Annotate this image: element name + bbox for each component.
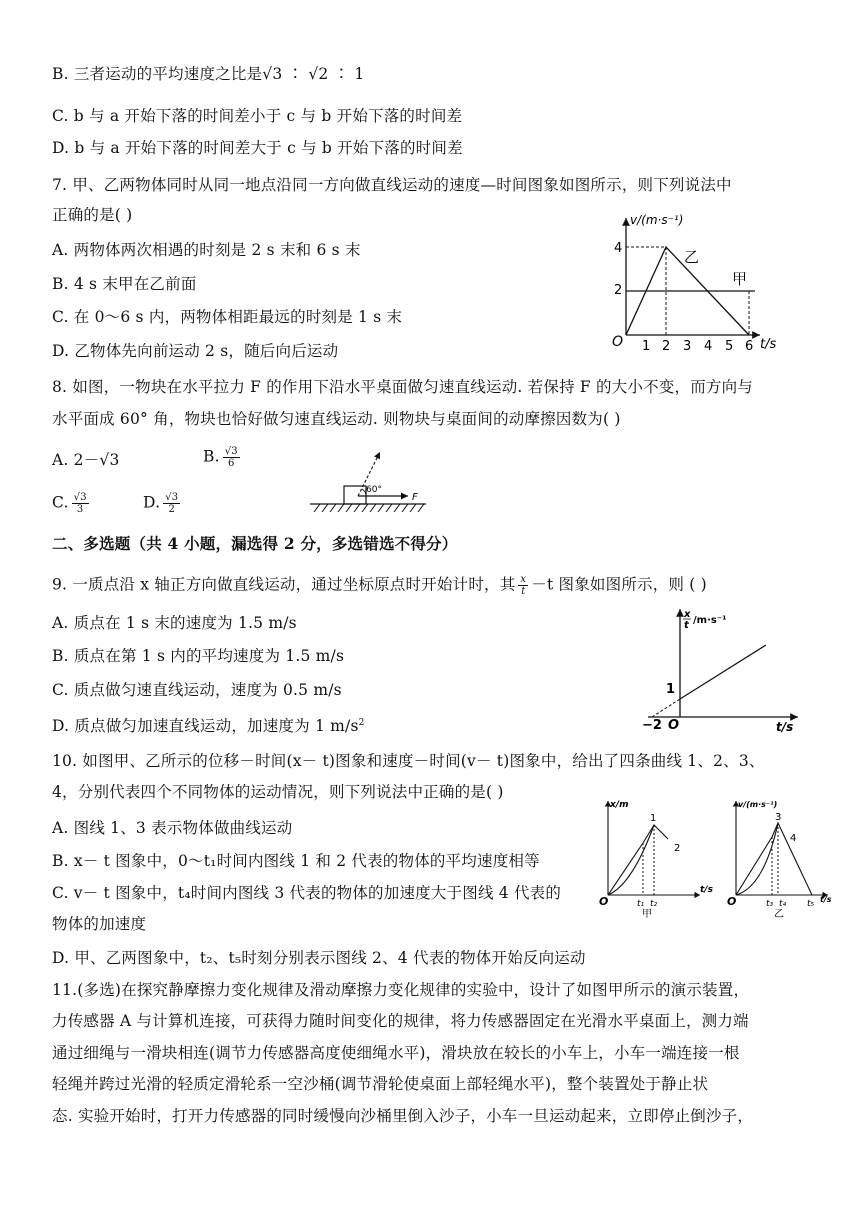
q8-angle-label: 60° xyxy=(366,485,382,495)
q8-option-b-frac xyxy=(223,446,240,469)
q9-option-d-sup: 2 xyxy=(358,718,365,728)
q7-option-d: D. 乙物体先向前运动 2 s，随后向后运动 xyxy=(52,342,339,360)
q8-block-figure xyxy=(308,444,438,520)
q9-y-unit: /m·s⁻¹ xyxy=(693,615,727,626)
q10a-y-label: x/m xyxy=(610,800,629,810)
q10-vt-graph xyxy=(724,795,844,920)
q7-option-a: A. 两物体两次相遇的时刻是 2 s 末和 6 s 末 xyxy=(52,241,361,259)
q9-frac-den: t xyxy=(521,586,526,597)
q8-option-d-label: D. xyxy=(143,493,161,512)
q9-stem-post: －t 图象如图所示，则 ( ) xyxy=(531,575,707,594)
q6-option-d: D. b 与 a 开始下落的时间差大于 c 与 b 开始下落的时间差 xyxy=(52,139,463,157)
q7-xtick-1: 1 xyxy=(642,339,651,354)
q8-option-b-den: 6 xyxy=(228,458,235,469)
q8-block xyxy=(344,486,366,504)
q10b-caption: 乙 xyxy=(774,909,784,920)
q10a-label-1: 1 xyxy=(650,813,657,824)
q7-ytick-4: 4 xyxy=(614,241,623,256)
q10a-label-2: 2 xyxy=(674,843,681,854)
q7-y-label: v/(m·s⁻¹) xyxy=(630,213,684,227)
q7-option-b: B. 4 s 末甲在乙前面 xyxy=(52,275,197,293)
q9-option-b: B. 质点在第 1 s 内的平均速度为 1.5 m/s xyxy=(52,647,345,665)
q8-option-d xyxy=(143,492,183,515)
q10b-t3: t₃ xyxy=(766,899,774,909)
q7-xtick-2: 2 xyxy=(662,339,671,354)
q7-vt-graph xyxy=(610,210,790,360)
q7-option-c: C. 在 0～6 s 内，两物体相距最远的时刻是 1 s 末 xyxy=(52,308,403,326)
q10a-line1-straight xyxy=(608,843,643,895)
q7-xtick-4: 4 xyxy=(704,339,713,354)
q8-option-b xyxy=(203,446,243,469)
q11-line4: 轻绳并跨过光滑的轻质定滑轮系一空沙桶(调节滑轮使桌面上部轻绳水平)，整个装置处于静止状 xyxy=(52,1075,709,1093)
q8-option-b-label: B. xyxy=(203,447,220,466)
q7-xtick-6: 6 xyxy=(745,339,754,354)
q10-option-a: A. 图线 1、3 表示物体做曲线运动 xyxy=(52,819,293,837)
q7-ytick-2: 2 xyxy=(614,283,623,298)
section2-heading: 二、多选题（共 4 小题，漏选得 2 分，多选错选不得分） xyxy=(52,534,458,553)
q10b-label-3: 3 xyxy=(775,812,782,823)
q9-y-label-num: x xyxy=(684,609,691,620)
q6-option-c: C. b 与 a 开始下落的时间差小于 c 与 b 开始下落的时间差 xyxy=(52,107,463,125)
q10b-line4-rise xyxy=(736,837,772,895)
q10-stem-line2: 4，分别代表四个不同物体的运动情况，则下列说法中正确的是( ) xyxy=(52,783,504,801)
q10b-origin: O xyxy=(727,895,737,908)
q10b-label-4: 4 xyxy=(790,833,797,844)
q8-stem-line1: 8. 如图，一物块在水平拉力 F 的作用下沿水平桌面做匀速直线运动. 若保持 F 的大小不变，而方向与 xyxy=(52,378,753,396)
q6-option-b-ratio: √3 ∶ √2 ∶ 1 xyxy=(262,65,365,83)
q10a-origin: O xyxy=(599,895,609,908)
q9-option-d xyxy=(52,713,365,736)
q8-force-label: F xyxy=(412,492,418,503)
q10-option-c-line2: 物体的加速度 xyxy=(52,915,147,933)
q11-line2: 力传感器 A 与计算机连接，可获得力随时间变化的规律，将力传感器固定在光滑水平桌面上，测力端 xyxy=(52,1012,749,1030)
q9-xtick-neg2: −2 xyxy=(642,718,662,733)
q9-y-label-den: t xyxy=(684,620,689,631)
q11-line5: 态. 实验开始时，打开力传感器的同时缓慢向沙桶里倒入沙子，小车一旦运动起来，立即停止倒沙子， xyxy=(52,1107,754,1125)
q7-stem-line2: 正确的是( ) xyxy=(52,206,133,224)
q11-line1: 11.(多选)在探究静摩擦力变化规律及滑动摩擦力变化规律的实验中，设计了如图甲所示的演示装置， xyxy=(52,981,750,999)
q10a-line2 xyxy=(643,825,668,843)
q10-xt-graph xyxy=(596,795,716,920)
q9-stem-pre: 9. 一质点沿 x 轴正方向做直线运动，通过坐标原点时开始计时，其 xyxy=(52,575,516,594)
q9-x-label: t/s xyxy=(776,720,794,734)
q10b-t4: t₄ xyxy=(779,899,787,909)
q11-line3: 通过细绳与一滑块相连(调节力传感器高度使细绳水平)，滑块放在较长的小车上，小车一端连接一根 xyxy=(52,1044,740,1062)
q10a-caption: 甲 xyxy=(642,909,652,920)
q8-option-c-frac xyxy=(72,492,89,515)
q9-xt-graph xyxy=(638,605,808,735)
q9-line xyxy=(680,645,766,699)
q10a-x-label: t/s xyxy=(700,885,713,895)
q10a-t2: t₂ xyxy=(650,899,658,909)
q7-stem-line1: 7. 甲、乙两物体同时从同一地点沿同一方向做直线运动的速度—时间图象如图所示，则下列说法中 xyxy=(52,176,732,194)
q10b-t5: t₅ xyxy=(807,899,815,909)
q8-option-d-den: 2 xyxy=(168,504,176,515)
q8-option-c xyxy=(52,492,92,515)
q9-line-extension xyxy=(652,699,680,717)
q9-stem xyxy=(52,574,707,597)
q10-option-c-line1: C. v－ t 图象中，t₄时间内图线 3 代表的物体的加速度大于图线 4 代表的 xyxy=(52,884,562,902)
q9-frac-num: x xyxy=(520,574,527,585)
q8-option-d-num: √3 xyxy=(165,492,179,503)
q7-x-label: t/s xyxy=(760,337,777,352)
q10-option-b: B. x－ t 图象中，0～t₁时间内图线 1 和 2 代表的物体的平均速度相等 xyxy=(52,852,540,870)
q8-option-d-frac xyxy=(163,492,180,515)
q8-stem-line2: 水平面成 60° 角，物块也恰好做匀速直线运动. 则物块与桌面间的动摩擦因数为( ) xyxy=(52,410,621,428)
q9-origin: O xyxy=(668,718,680,733)
q10-option-d: D. 甲、乙两图象中，t₂、t₅时刻分别表示图线 2、4 代表的物体开始反向运动 xyxy=(52,949,586,967)
q8-option-a: A. 2－√3 xyxy=(52,451,120,469)
q10a-t1: t₁ xyxy=(637,899,645,909)
q10b-y-label: v/(m·s⁻¹) xyxy=(738,800,778,809)
q8-option-c-den: 3 xyxy=(76,504,84,515)
q6-option-b-text: B. 三者运动的平均速度之比是 xyxy=(52,65,263,83)
q9-stem-frac xyxy=(518,574,528,597)
q10b-x-label: t/s xyxy=(820,895,832,904)
q8-table-hatch xyxy=(314,504,424,512)
q6-option-b xyxy=(52,64,365,84)
q9-ytick-1: 1 xyxy=(666,682,676,697)
q10-stem-line1: 10. 如图甲、乙所示的位移－时间(x－ t)图象和速度－时间(v－ t)图象中，给出了四条曲线 1、2、3、 xyxy=(52,752,765,770)
q9-option-d-text: D. 质点做匀加速直线运动，加速度为 1 m/s xyxy=(52,717,359,736)
q7-label-jia: 甲 xyxy=(732,270,748,288)
q8-option-c-label: C. xyxy=(52,493,69,512)
q9-option-a: A. 质点在 1 s 末的速度为 1.5 m/s xyxy=(52,614,297,632)
q9-option-c: C. 质点做匀速直线运动，速度为 0.5 m/s xyxy=(52,681,342,699)
q8-option-c-num: √3 xyxy=(73,492,87,503)
q7-label-yi: 乙 xyxy=(684,248,700,266)
q8-option-b-num: √3 xyxy=(224,446,238,457)
q7-origin: O xyxy=(612,334,624,350)
q7-xtick-5: 5 xyxy=(725,339,734,354)
q7-xtick-3: 3 xyxy=(683,339,692,354)
